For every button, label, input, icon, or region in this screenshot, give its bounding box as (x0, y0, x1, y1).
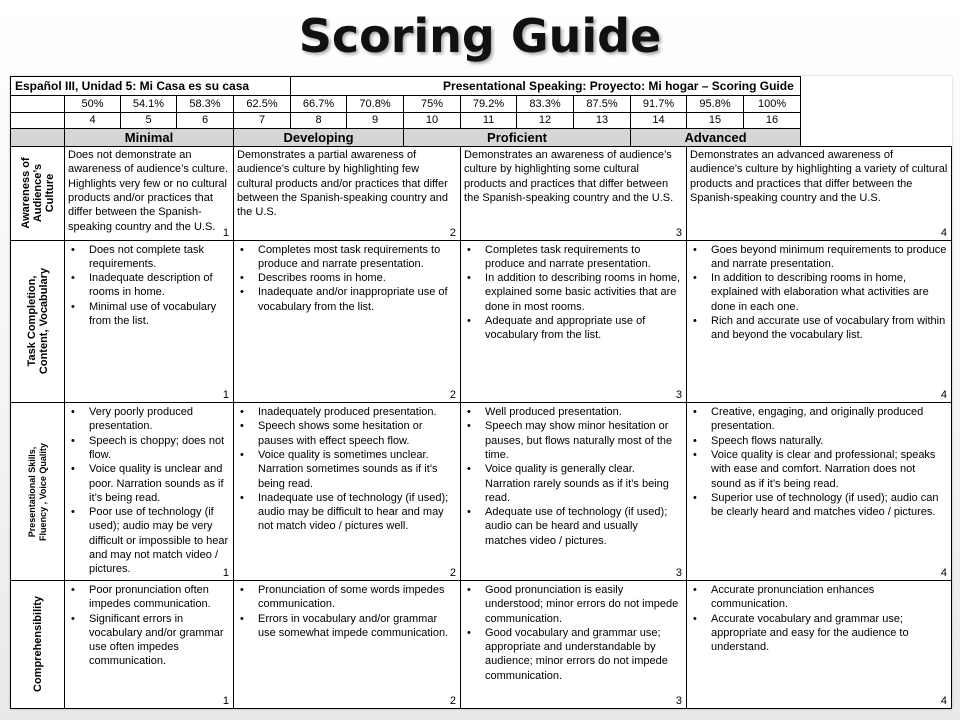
points-cell: 10 (404, 112, 461, 128)
points-cell: 12 (517, 112, 574, 128)
list-item: • Adequate use of technology (if used); audio can be heard and usually matches video / pictures. (485, 505, 682, 548)
list-item: • Poor use of technology (if used); audio may be very difficult or impossible to hear and may not match video / pictures. (89, 505, 229, 576)
criteria-label-cell (11, 147, 65, 240)
score-number: 4 (940, 226, 947, 239)
blank-corner (11, 112, 65, 128)
criteria-label-line: Awareness of (19, 157, 32, 229)
percentage-cell: 66.7% (291, 96, 347, 112)
list-item: • Goes beyond minimum requirements to produce and narrate presentation. (711, 243, 947, 272)
percentage-cell: 50% (65, 96, 121, 112)
score-number: 3 (675, 695, 683, 707)
percentage-cell: 95.8% (687, 96, 744, 112)
percentage-cell: 83.3% (517, 96, 574, 112)
points-row (11, 112, 952, 128)
descriptor-cell (687, 240, 952, 403)
descriptor-list (687, 405, 947, 519)
criteria-label-cell (11, 580, 65, 708)
descriptor-list (461, 583, 682, 683)
score-number: 1 (222, 566, 229, 579)
list-item: • Very poorly produced presentation. (89, 405, 229, 434)
points-cell: 16 (744, 112, 801, 128)
percentage-cell: 87.5% (574, 96, 631, 112)
list-item: • Accurate vocabulary and grammar use; appropriate and easy for the audience to understand. (711, 612, 947, 655)
list-item: • Inadequately produced presentation. (258, 405, 456, 419)
list-item: • Rich and accurate use of vocabulary from within and beyond the vocabulary list. (711, 314, 947, 343)
points-cell: 8 (291, 112, 347, 128)
criteria-label-line: Task Completion, (25, 275, 38, 367)
slide-title: Scoring Guide (298, 9, 662, 63)
list-item: • Describes rooms in home. (258, 271, 456, 285)
list-item: • Voice quality is sometimes unclear. Narration sometimes sounds as if it’s being read. (258, 448, 456, 491)
blank-corner (11, 96, 65, 112)
score-number: 4 (940, 389, 947, 402)
score-number: 2 (449, 389, 457, 402)
list-item: • Accurate pronunciation enhances communication. (711, 583, 947, 612)
descriptor-cell (461, 403, 687, 581)
points-cell: 14 (631, 112, 687, 128)
descriptor-text: Demonstrates a partial awareness of audience’s culture by highlighting few cultural products and/or practices that differ between the Spanish-speaking country and the U.S. (237, 149, 448, 219)
score-number: 3 (675, 566, 683, 579)
points-cell: 6 (177, 112, 234, 128)
descriptor-cell (687, 580, 952, 708)
criteria-row-task (11, 240, 952, 403)
list-item: • Inadequate description of rooms in home. (89, 271, 229, 300)
score-number: 1 (222, 226, 229, 239)
points-cell: 9 (347, 112, 404, 128)
descriptor-list (234, 243, 456, 314)
list-item: • Creative, engaging, and originally produced presentation. (711, 405, 947, 434)
level-developing: Developing (234, 128, 404, 146)
blank-corner (11, 128, 65, 146)
criteria-label-line: Content, Vocabulary (37, 268, 50, 375)
descriptor-list (65, 583, 229, 669)
points-cell: 13 (574, 112, 631, 128)
criteria-label-line: Audience’s (31, 164, 44, 223)
list-item: • Does not complete task requirements. (89, 243, 229, 272)
percentage-cell: 62.5% (234, 96, 291, 112)
project-title: Presentational Speaking: Proyecto: Mi hogar – Scoring Guide (291, 77, 801, 96)
score-number: 1 (222, 695, 229, 707)
descriptor-cell (65, 147, 234, 240)
percentage-cell: 70.8% (347, 96, 404, 112)
percentage-cell: 100% (744, 96, 801, 112)
level-advanced: Advanced (631, 128, 801, 146)
criteria-row-comprehensibility (11, 580, 952, 708)
list-item: • Significant errors in vocabulary and/or grammar use often impedes communication. (89, 612, 229, 669)
score-number: 1 (222, 389, 229, 402)
criteria-label (32, 596, 44, 692)
list-item: • Speech flows naturally. (711, 434, 947, 448)
percentage-cell: 91.7% (631, 96, 687, 112)
level-proficient: Proficient (404, 128, 631, 146)
points-cell: 15 (687, 112, 744, 128)
list-item: • Inadequate and/or inappropriate use of vocabulary from the list. (258, 285, 456, 314)
descriptor-cell (234, 580, 461, 708)
percentage-cell: 58.3% (177, 96, 234, 112)
list-item: • Speech shows some hesitation or pauses with effect speech flow. (258, 419, 456, 448)
unit-title: Español III, Unidad 5: Mi Casa es su casa (11, 77, 291, 96)
list-item: • In addition to describing rooms in home, explained some basic activities that are done in most rooms. (485, 271, 682, 314)
scoring-guide-sheet (10, 76, 952, 709)
criteria-label-line: Fluency , Voice Quality (37, 442, 48, 541)
descriptor-list (687, 583, 947, 654)
percentage-cell: 79.2% (461, 96, 517, 112)
descriptor-text: Demonstrates an advanced awareness of audience’s culture by highlighting a variety of cultural products and practices that differ between the Spanish-speaking country and the U.S. (690, 149, 948, 204)
criteria-label-line: Comprehensibility (31, 596, 44, 693)
descriptor-cell (234, 403, 461, 581)
list-item: • Voice quality is clear and professional; speaks with ease and comfort. Narration does not sound as if it’s being read. (711, 448, 947, 491)
list-item: • In addition to describing rooms in home, explained with elaboration what activities are done in each one. (711, 271, 947, 314)
points-cell: 4 (65, 112, 121, 128)
list-item: • Superior use of technology (if used); audio can be clearly heard and matches video / pictures. (711, 491, 947, 520)
descriptor-cell (461, 147, 687, 240)
descriptor-cell (234, 147, 461, 240)
score-number: 3 (675, 226, 683, 239)
descriptor-cell (461, 240, 687, 403)
criteria-label-line: Culture (43, 174, 56, 213)
percentage-row (11, 96, 952, 112)
level-header-row (11, 128, 952, 146)
criteria-label-line: Presentational Skills, (26, 446, 37, 537)
descriptor-list (65, 405, 229, 577)
list-item: • Minimal use of vocabulary from the list. (89, 300, 229, 329)
criteria-label-cell (11, 240, 65, 403)
descriptor-text: Demonstrates an awareness of audience’s culture by highlighting some cultural products and practices that differ between the Spanish-speaking country and the U.S. (464, 149, 674, 204)
score-number: 2 (449, 695, 457, 707)
list-item: • Voice quality is generally clear. Narration rarely sounds as if it’s being read. (485, 462, 682, 505)
descriptor-cell (687, 147, 952, 240)
descriptor-list (234, 405, 456, 534)
list-item: • Poor pronunciation often impedes communication. (89, 583, 229, 612)
descriptor-cell (687, 403, 952, 581)
descriptor-list (461, 243, 682, 343)
list-item: • Pronunciation of some words impedes communication. (258, 583, 456, 612)
list-item: • Completes most task requirements to produce and narrate presentation. (258, 243, 456, 272)
score-number: 4 (940, 695, 947, 707)
points-cell: 7 (234, 112, 291, 128)
percentage-cell: 75% (404, 96, 461, 112)
descriptor-list (461, 405, 682, 548)
criteria-row-culture (11, 147, 952, 240)
descriptor-cell (65, 240, 234, 403)
list-item: • Speech is choppy; does not flow. (89, 434, 229, 463)
score-number: 2 (449, 566, 457, 579)
descriptor-list (234, 583, 456, 640)
points-cell: 11 (461, 112, 517, 128)
list-item: • Completes task requirements to produce and narrate presentation. (485, 243, 682, 272)
list-item: • Voice quality is unclear and poor. Narration sounds as if it’s being read. (89, 462, 229, 505)
list-item: • Good pronunciation is easily understood; minor errors do not impede communication. (485, 583, 682, 626)
criteria-label-cell (11, 403, 65, 581)
score-number: 4 (940, 566, 947, 579)
descriptor-cell (65, 403, 234, 581)
list-item: • Errors in vocabulary and/or grammar use somewhat impede communication. (258, 612, 456, 641)
level-minimal: Minimal (65, 128, 234, 146)
descriptor-list (65, 243, 229, 329)
criteria-row-presentation (11, 403, 952, 581)
percentage-cell: 54.1% (121, 96, 177, 112)
rubric-header-row (11, 77, 952, 96)
descriptor-list (687, 243, 947, 343)
rubric-table (10, 76, 952, 709)
descriptor-cell (234, 240, 461, 403)
score-number: 2 (449, 226, 457, 239)
list-item: • Adequate and appropriate use of vocabulary from the list. (485, 314, 682, 343)
descriptor-text: Does not demonstrate an awareness of audience’s culture. Highlights very few or no cultural products and/or practices that differ between the Spanish-speaking country and the U.S. (68, 149, 229, 233)
list-item: • Speech may show minor hesitation or pauses, but flows naturally most of the time. (485, 419, 682, 462)
score-number: 3 (675, 389, 683, 402)
list-item: • Good vocabulary and grammar use; appropriate and understandable by audience; minor errors do not impede communication. (485, 626, 682, 683)
list-item: • Inadequate use of technology (if used); audio may be difficult to hear and may not match video / pictures well. (258, 491, 456, 534)
criteria-label (20, 158, 56, 229)
descriptor-cell (65, 580, 234, 708)
points-cell: 5 (121, 112, 177, 128)
list-item: • Well produced presentation. (485, 405, 682, 419)
criteria-label (26, 268, 50, 374)
descriptor-cell (461, 580, 687, 708)
criteria-label (27, 443, 49, 541)
